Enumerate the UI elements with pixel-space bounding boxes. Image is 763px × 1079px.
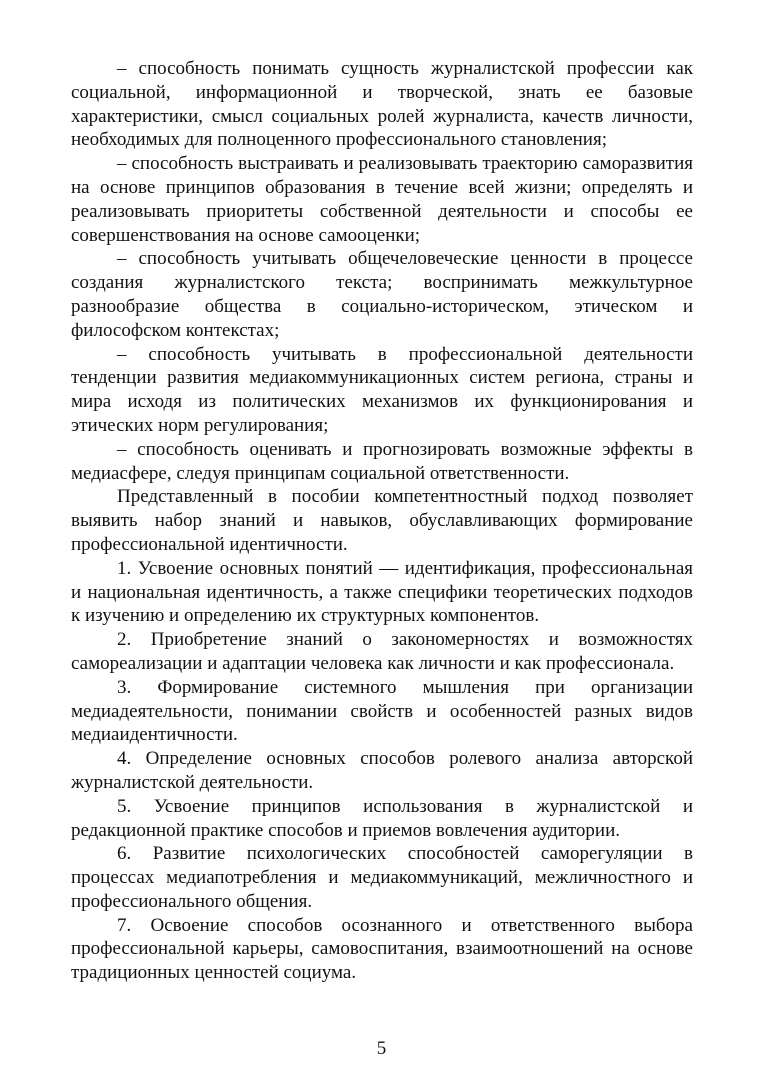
numbered-item: 6. Развитие психологических способностей саморегуляции в процессах медиапотребления и медиакоммуникаций, межличностного и профессионального общения. [71,843,693,912]
competency-item: – способность учитывать общечеловеческие ценности в процессе создания журналистского текста; воспринимать межкультурное разнообразие общества в социально-историческом, этическом и философском контекстах; [71,248,693,341]
numbered-item: 1. Усвоение основных понятий — идентификация, профессиональная и национальная идентичность, а также специфики теоретических подходов к изучению и определению их структурных компонентов. [71,557,693,627]
numbered-item: 7. Освоение способов осознанного и ответственного выбора профессиональной карьеры, самовоспитания, взаимоотношений на основе традиционных ценностей социума. [71,914,693,984]
page-body [71,57,693,985]
competency-item: – способность учитывать в профессиональной деятельности тенденции развития медиакоммуникационных систем региона, страны и мира исходя из политических механизмов их функционирования и этических норм регулирования; [71,343,693,436]
numbered-item: 2. Приобретение знаний о закономерностях и возможностях самореализации и адаптации человека как личности и как профессионала. [71,629,693,674]
numbered-item: 3. Формирование системного мышления при организации медиадеятельности, понимании свойств и особенностей разных видов медиаидентичности. [71,676,693,746]
numbered-item: 5. Усвоение принципов использования в журналистской и редакционной практике способов и приемов вовлечения аудитории. [71,795,693,841]
competency-item: – способность понимать сущность журналистской профессии как социальной, информационной и творческой, знать ее базовые характеристики, смысл социальных ролей журналиста, качеств личности, необходимых для полноценного профессионального становления; [71,58,693,151]
page-number: 5 [376,1038,387,1059]
numbered-item: 4. Определение основных способов ролевого анализа авторской журналистской деятельности. [71,748,693,793]
competency-item: – способность выстраивать и реализовывать траекторию саморазвития на основе принципов образования в течение всей жизни; определять и реализовывать приоритеты собственной деятельности и способы ее совершенствования на основе самооценки; [71,153,693,246]
intro-paragraph: Представленный в пособии компетентностный подход позволяет выявить набор знаний и навыков, обуславливающих формирование профессиональной идентичности. [71,486,693,555]
competency-item: – способность оценивать и прогнозировать возможные эффекты в медиасфере, следуя принципам социальной ответственности. [71,438,693,484]
